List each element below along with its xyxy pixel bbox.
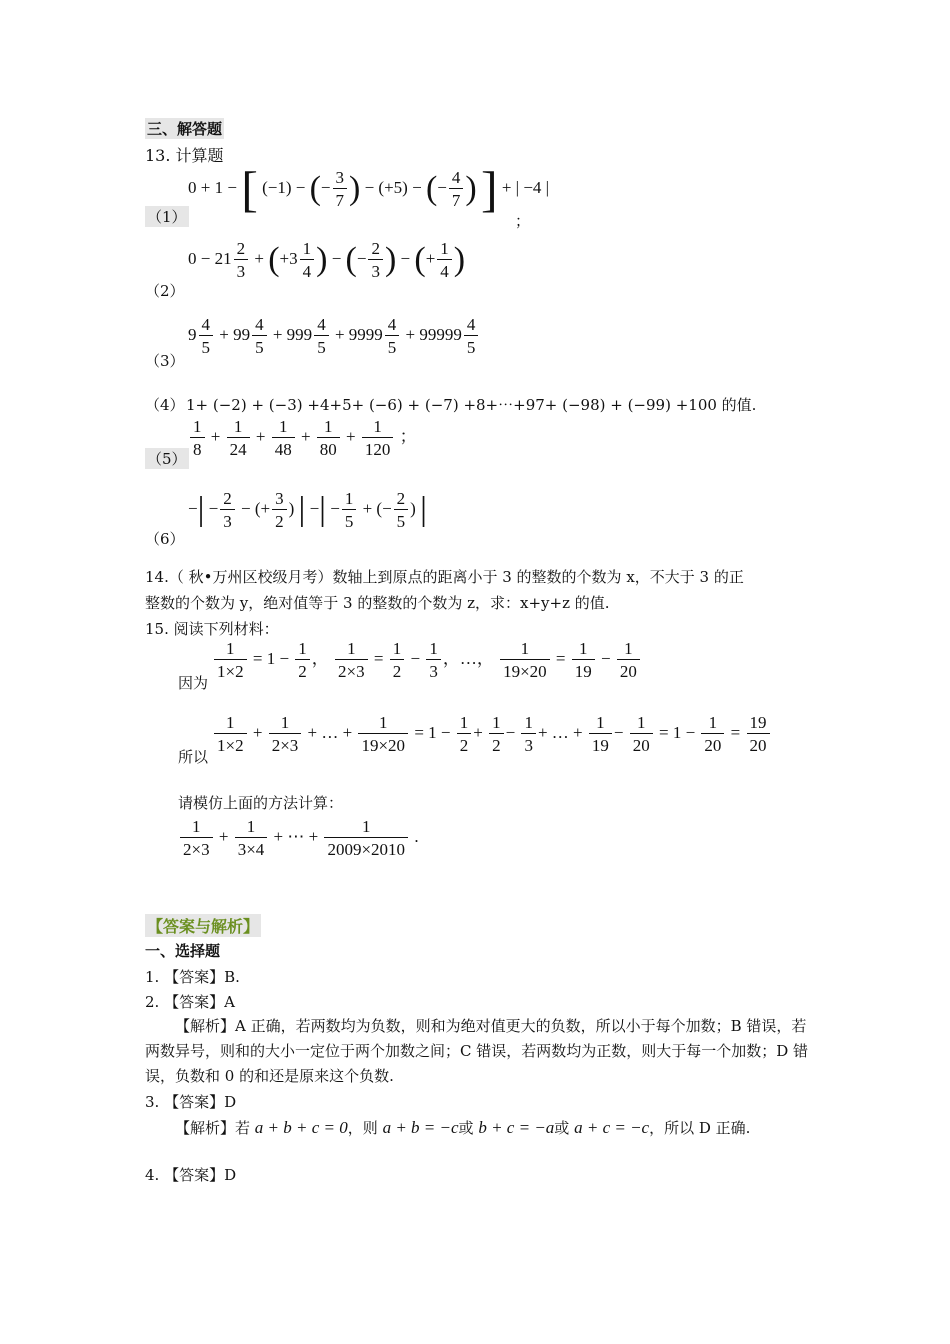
label-4: （4） [145, 396, 185, 414]
instruction: 请模仿上面的方法计算： [178, 794, 344, 812]
because-expression: $\frac{1}{1\times 2}$ = 1 − $\frac{1}{2}$ ， $\frac{1}{2\times 3}$ = $\frac{1}{2}$ − $\frac{1}{3}$ ，…， $\frac{1}{19\times 20}$ = $\frac{1}{19}$ − $\frac{1}{20}$ [212, 640, 642, 680]
question-15-title: 15. 阅读下列材料： [145, 620, 279, 638]
answer-3: 3. 【答案】D [145, 1093, 237, 1111]
answers-header: 【答案与解析】 [145, 914, 261, 937]
answer-2-explanation: 【解析】A 正确，若两数均为负数，则和为绝对值更大的负数，所以小于每个加数；B 错误，若两数异号，则和的大小一定位于两个加数之间；C 错误，若两数均为正数，则大于每一个加数；D 错误，负数和 0 的和还是原来这个负数. [145, 1017, 809, 1085]
expression-6: −| − $\frac{2}{3}$ − (+ $\frac{3}{2}$ ) | −| − $\frac{1}{5}$ + (− $\frac{2}{5}$ ) | [188, 489, 427, 531]
question-14-line2: 整数的个数为 y，绝对值等于 3 的整数的个数为 z，求：x+y+z 的值. [145, 594, 610, 612]
label-5: （5） [147, 450, 187, 468]
section-title: 三、解答题 [147, 120, 223, 138]
because-label: 因为 [178, 674, 209, 692]
answer-1: 1. 【答案】B. [145, 968, 240, 986]
question-14-line1: 14.（ 秋•万州区校级月考）数轴上到原点的距离小于 3 的整数的个数为 x，不大于 3 的正 [145, 568, 744, 586]
task-expression: $\frac{1}{2\times 3}$ + $\frac{1}{3\times 4}$ + ⋯ + $\frac{1}{2009\times 2010}$ . [178, 818, 419, 858]
so-expression: $\frac{1}{1\times 2}$ + $\frac{1}{2\times 3}$ + … + $\frac{1}{19\times 20}$ = 1 − $\frac{1}{2}$ + $\frac{1}{2}$ − $\frac{1}{3}$ + … + $\frac{1}{19}$ − $\frac{1}{20}$ = 1 − $\frac{1}{20}$ = $\frac{19}{20}$ [212, 714, 772, 754]
expression-3: 9 $\frac{4}{5}$ + 99 $\frac{4}{5}$ + 999 $\frac{4}{5}$ + 9999 $\frac{4}{5}$ + 99999 $\frac{4}{5}$ [188, 316, 480, 356]
expression-1: 0 + 1 − [ (−1) − (− $\frac{3}{7}$ ) − (+5) − (− $\frac{4}{7}$ ) ] + | −4 | [188, 161, 550, 217]
semicolon: ； [515, 212, 531, 230]
answer-2: 2. 【答案】A [145, 993, 235, 1011]
question-13-title: 13. 计算题 [145, 146, 224, 165]
label-2: （2） [145, 282, 185, 300]
answer-4: 4. 【答案】D [145, 1166, 237, 1184]
expression-5: $\frac{1}{8}$ + $\frac{1}{24}$ + $\frac{1}{48}$ + $\frac{1}{80}$ + $\frac{1}{120}$ ； [188, 418, 417, 458]
label-6: （6） [145, 530, 185, 548]
expression-4: 1+ (−2) + (−3) +4+5+ (−6) + (−7) +8+⋯+97+ (−98) + (−99) +100 的值. [186, 396, 757, 414]
label-3: （3） [145, 352, 185, 370]
section1-title: 一、选择题 [145, 942, 221, 960]
expression-2: 0 − 21 $\frac{2}{3}$ + (+3 $\frac{1}{4}$ ) − (− $\frac{2}{3}$ ) − (+ $\frac{1}{4}$ ) [188, 239, 466, 281]
so-label: 所以 [178, 748, 209, 766]
label-1: （1） [147, 208, 187, 226]
answer-3-explanation: 【解析】若 a + b + c = 0，则 a + b = −c或 b + c = −a或 a + c = −c，所以 D 正确. [175, 1118, 751, 1137]
